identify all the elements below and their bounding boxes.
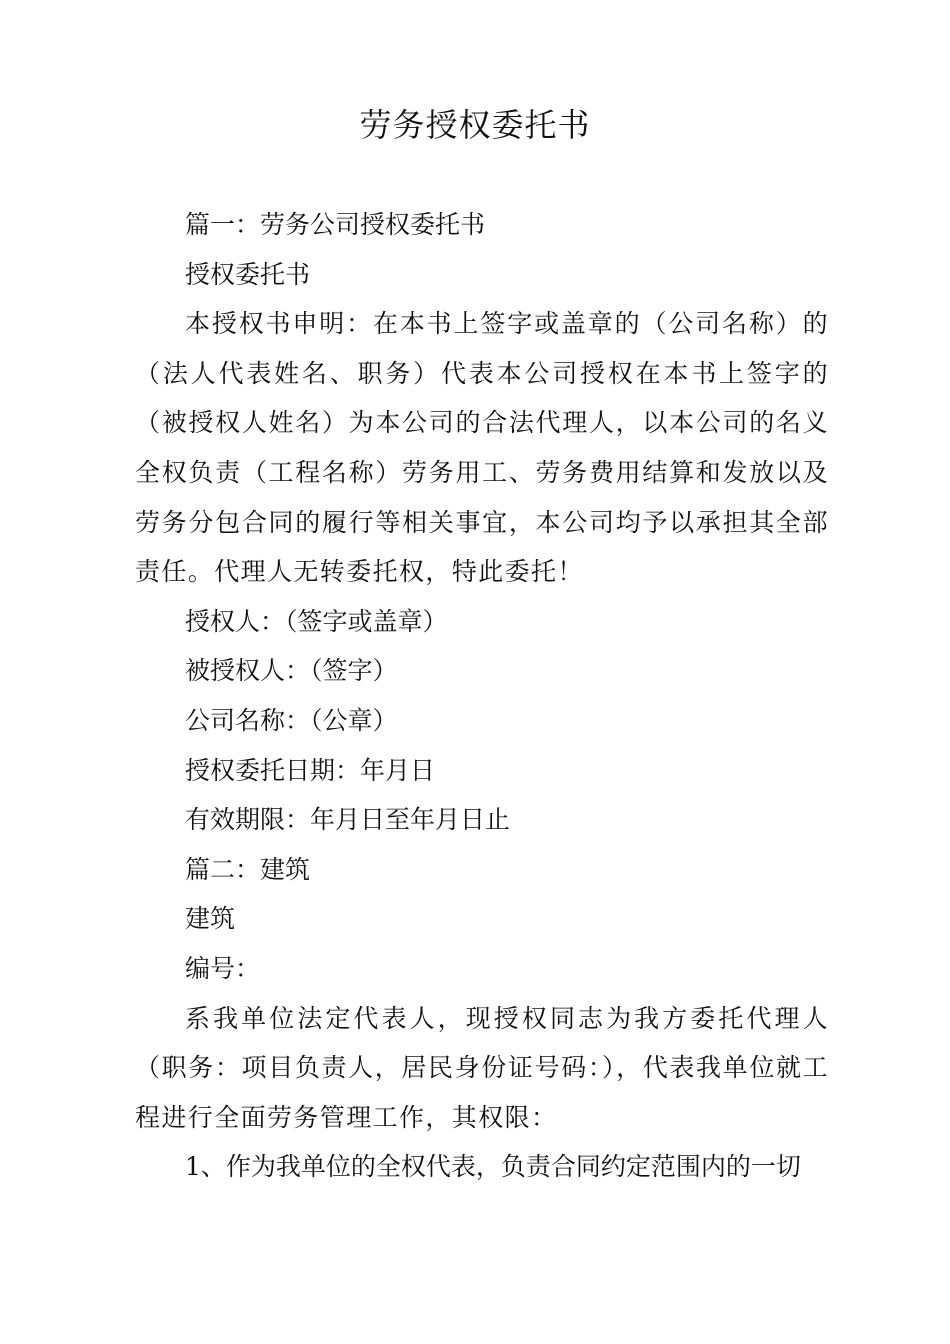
list-item: 1、作为我单位的全权代表，负责合同约定范围内的一切 [185,1152,801,1182]
serial-number-line: 编号： [185,953,261,983]
subheading: 授权委托书 [185,259,311,289]
delegation-paragraph: 系我单位法定代表人，现授权同志为我方委托代理人（职务：项目负责人，居民身份证号码：），代表我单位就工程进行全面劳务管理工作，其权限： [135,1003,829,1132]
authorized-person-line: 被授权人：（签字） [185,656,398,686]
document-body [135,200,829,1192]
company-name-line: 公司名称：（公章） [185,705,398,735]
subheading: 建筑 [185,904,236,934]
section-heading-1: 篇一：劳务公司授权委托书 [185,210,486,239]
authorizer-line: 授权人：（签字或盖章） [185,606,448,636]
section-heading-2: 篇二：建筑 [185,854,311,884]
authorization-statement: 本授权书申明：在本书上签字或盖章的（公司名称）的（法人代表姓名、职务）代表本公司授权在本书上签字的（被授权人姓名）为本公司的合法代理人，以本公司的名义全权负责（工程名称）劳务用工、劳务费用结算和发放以及劳务分包合同的履行等相关事宜，本公司均予以承担其全部责任。代理人无转委托权，特此委托！ [135,309,829,587]
validity-period-line: 有效期限：年月日至年月日止 [185,805,511,835]
document-title: 劳务授权委托书 [359,106,591,144]
authorization-date-line: 授权委托日期：年月日 [185,755,436,785]
